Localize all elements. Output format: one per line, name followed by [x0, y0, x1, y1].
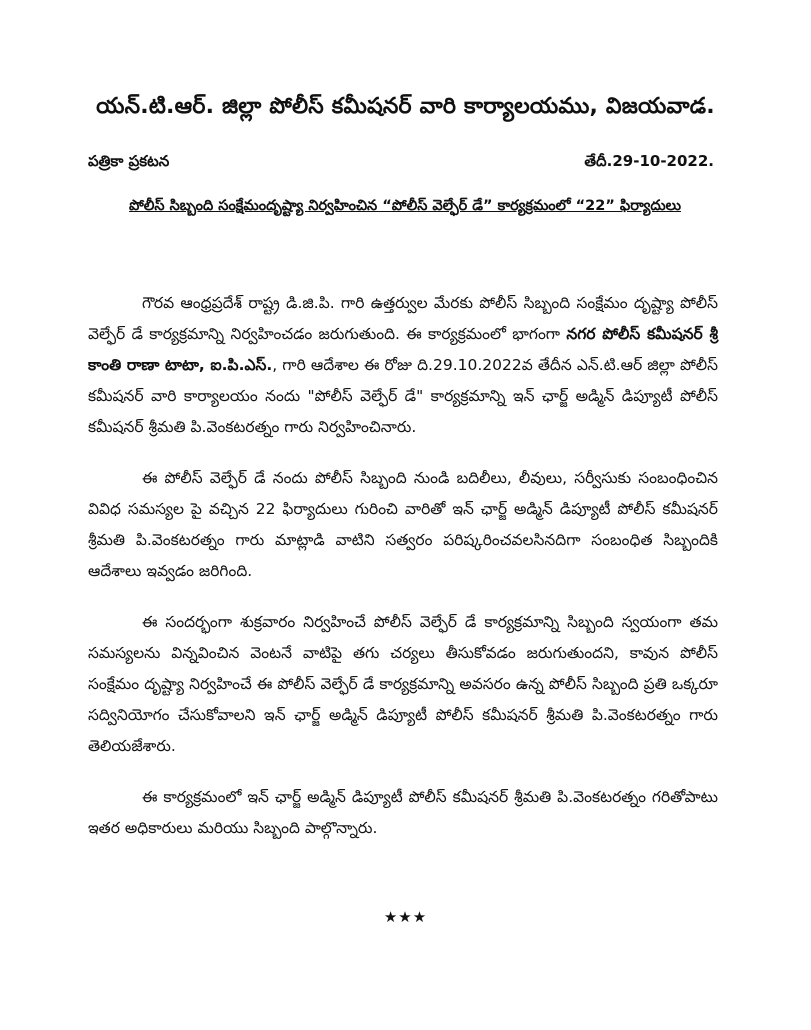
- paragraph-2: ఈ పోలీస్ వెల్ఫేర్ డే నందు పోలీస్ సిబ్బంది నుండి బదిలీలు, లీవులు, సర్వీసుకు సంబంధించిన వివిధ సమస్యల పై వచ్చిన 22 ఫిర్యాదులు గురించి వారితో ఇన్ ఛార్జ్ అడ్మిన్ డిప్యూటీ పోలీస్ కమీషనర్ శ్రీమతి పి.వెంకటరత్నం గారు మాట్లాడి వాటిని సత్వరం పరిష్కరించవలసినదిగా సంబంధిత సిబ్బందికి ఆదేశాలు ఇవ్వడం జరిగింది.: [88, 469, 718, 580]
- document-title: యన్.టి.ఆర్. జిల్లా పోలీస్ కమీషనర్ వారి కార్యాలయము, విజయవాడ.: [96, 94, 715, 119]
- paragraph-4: ఈ కార్యక్రమంలో ఇన్ ఛార్జ్ అడ్మిన్ డిప్యూటీ పోలీస్ కమీషనర్ శ్రీమతి పి.వెంకటరత్నం గరితోపాటు ఇతర అధికారులు మరియు సిబ్బంది పాల్గొన్నారు.: [88, 788, 718, 837]
- document-body: [88, 288, 718, 864]
- paragraph-1-bold-commissioner: నగర పోలీస్ కమీషనర్ శ్రీ కాంతి రాణా టాటా, ఐ.పి.ఎస్.: [88, 325, 718, 374]
- meta-row: [88, 152, 714, 176]
- paragraph-1-text-a: గౌరవ ఆంధ్రప్రదేశ్ రాష్ట్ర డి.జి.పి. గారి ఉత్తర్వుల మేరకు పోలీస్ సిబ్బంది సంక్షేమం దృష్ట్యా పోలీస్ వెల్ఫేర్ డే కార్యక్రమాన్ని నిర్వహించడం జరుగుతుంది. ఈ కార్యక్రమంలో భాగంగా: [88, 294, 718, 343]
- subject-heading: పోలీస్ సిబ్బంది సంక్షేమందృష్ట్యా నిర్వహించిన “పోలీస్ వెల్ఫేర్ డే” కార్యక్రమంలో “22” ఫిర్యాదులు: [129, 198, 681, 214]
- paragraph-1-text-b: , గారి ఆదేశాల ఈ రోజు ది.29.10.2022వ తేదీన ఎన్.టి.ఆర్ జిల్లా పోలీస్ కమీషనర్ వారి కార్యాలయం నందు "పోలీస్ వెల్ఫేర్ డే" కార్యక్రమాన్ని ఇన్ ఛార్జ్ అడ్మిన్ డిప్యూటీ పోలీస్ కమీషనర్ శ్రీమతి పి.వెంకటరత్నం గారు నిర్వహించినారు.: [88, 356, 718, 436]
- end-stars-icon: ★★★: [383, 908, 428, 926]
- press-release-label: పత్రికా ప్రకటన: [88, 152, 170, 170]
- release-date: తేదీ.29-10-2022.: [584, 152, 714, 170]
- paragraph-3: ఈ సందర్భంగా శుక్రవారం నిర్వహించే పోలీస్ వెల్ఫేర్ డే కార్యక్రమాన్ని సిబ్బంది స్వయంగా తమ సమస్యలను విన్నవించిన వెంటనే వాటిపై తగు చర్యలు తీసుకోవడం జరుగుతుందని, కావున పోలీస్ సంక్షేమం దృష్ట్యా నిర్వహించే ఈ పోలీస్ వెల్ఫేర్ డే కార్యక్రమాన్ని అవసరం ఉన్న పోలీస్ సిబ్బంది ప్రతి ఒక్కరూ సద్వినియోగం చేసుకోవాలని ఇన్ ఛార్జ్ అడ్మిన్ డిప్యూటీ పోలీస్ కమీషనర్ శ్రీమతి పి.వెంకటరత్నం గారు తెలియజేశారు.: [88, 613, 718, 755]
- paragraph-1: [88, 288, 718, 443]
